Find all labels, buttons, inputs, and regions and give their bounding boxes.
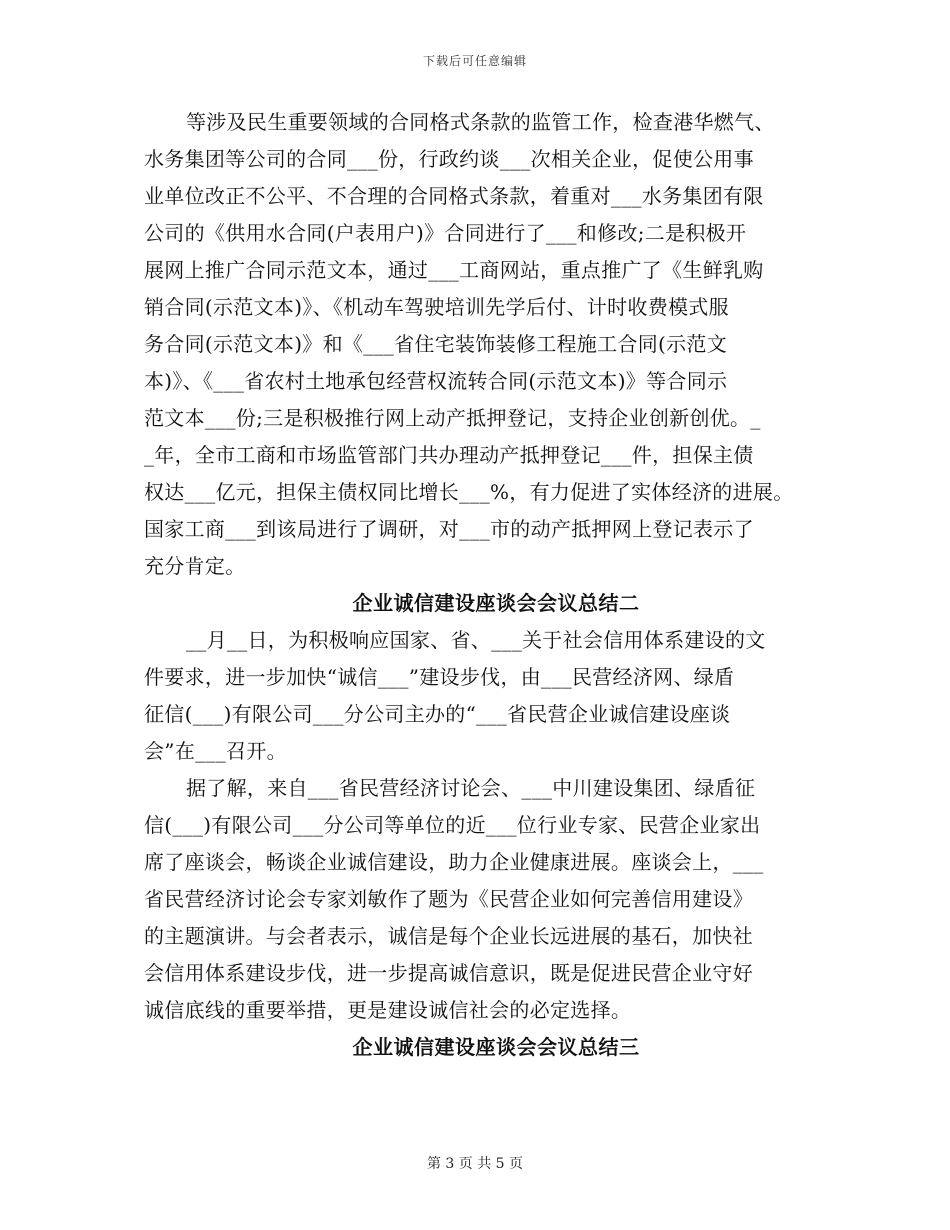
paragraph-line: 征信(___)有限公司___分公司主办的“___省民营企业诚信建设座谈 — [144, 702, 731, 726]
paragraph-line: 本)》、《___省农村土地承包经营权流转合同(示范文本)》等合同示 — [144, 369, 728, 393]
paragraph-line: 务合同(示范文本)》和《___省住宅装饰装修工程施工合同(示范文 — [144, 332, 728, 356]
document-body — [144, 104, 816, 1066]
section-heading-2: 企业诚信建设座谈会会议总结二 — [352, 591, 640, 615]
paragraph-line: 权达___亿元，担保主债权同比增长___%，有力促进了实体经济的进展。 — [144, 480, 794, 504]
paragraph-line: 展网上推广合同示范文本，通过___工商网站，重点推广了《生鲜乳购 — [144, 258, 764, 282]
paragraph-2 — [144, 622, 816, 770]
paragraph-line: 业单位改正不公平、不合理的合同格式条款，着重对___水务集团有限 — [144, 184, 764, 208]
paragraph-line: 充分肯定。 — [144, 554, 246, 578]
paragraph-line: 会”在___召开。 — [144, 739, 287, 763]
header-note: 下载后可任意编辑 — [422, 54, 527, 68]
paragraph-line: 销合同(示范文本)》、《机动车驾驶培训先学后付、计时收费模式服 — [144, 295, 729, 319]
paragraph-line: 水务集团等公司的合同___份，行政约谈___次相关企业，促使公用事 — [144, 147, 754, 171]
section-heading-3: 企业诚信建设座谈会会议总结三 — [352, 1035, 640, 1059]
paragraph-line: 会信用体系建设步伐，进一步提高诚信意识，既是促进民营企业守好 — [144, 961, 753, 985]
paragraph-3 — [144, 770, 816, 1029]
paragraph-line: 省民营经济讨论会专家刘敏作了题为《民营企业如何完善信用建设》 — [144, 887, 753, 911]
paragraph-line: 范文本___份;三是积极推行网上动产抵押登记，支持企业创新创优。_ — [144, 406, 761, 430]
paragraph-line: 的主题演讲。与会者表示，诚信是每个企业长远进展的基石，加快社 — [144, 924, 753, 948]
paragraph-line: 公司的《供用水合同(户表用户)》合同进行了___和修改;二是积极开 — [144, 221, 747, 245]
paragraph-line: _年，全市工商和市场监管部门共办理动产抵押登记___件，担保主债 — [144, 443, 754, 467]
paragraph-line: 诚信底线的重要举措，更是建设诚信社会的必定选择。 — [144, 998, 632, 1022]
paragraph-line: 件要求，进一步加快“诚信___”建设步伐，由___民营经济网、绿盾 — [144, 665, 735, 689]
paragraph-1 — [144, 104, 816, 585]
paragraph-line: 国家工商___到该局进行了调研，对___市的动产抵押网上登记表示了 — [144, 517, 754, 541]
paragraph-line: 信(___)有限公司___分公司等单位的近___位行业专家、民营企业家出 — [144, 813, 761, 837]
page-number-footer: 第 3 页 共 5 页 — [426, 1156, 524, 1172]
paragraph-line: 席了座谈会，畅谈企业诚信建设，助力企业健康进展。座谈会上，___ — [144, 850, 764, 874]
paragraph-line: 等涉及民生重要领域的合同格式条款的监管工作，检查港华燃气、 — [186, 110, 775, 134]
paragraph-line: __月__日，为积极响应国家、省、___关于社会信用体系建设的文 — [186, 628, 766, 652]
paragraph-line: 据了解，来自___省民营经济讨论会、___中川建设集团、绿盾征 — [186, 776, 756, 800]
